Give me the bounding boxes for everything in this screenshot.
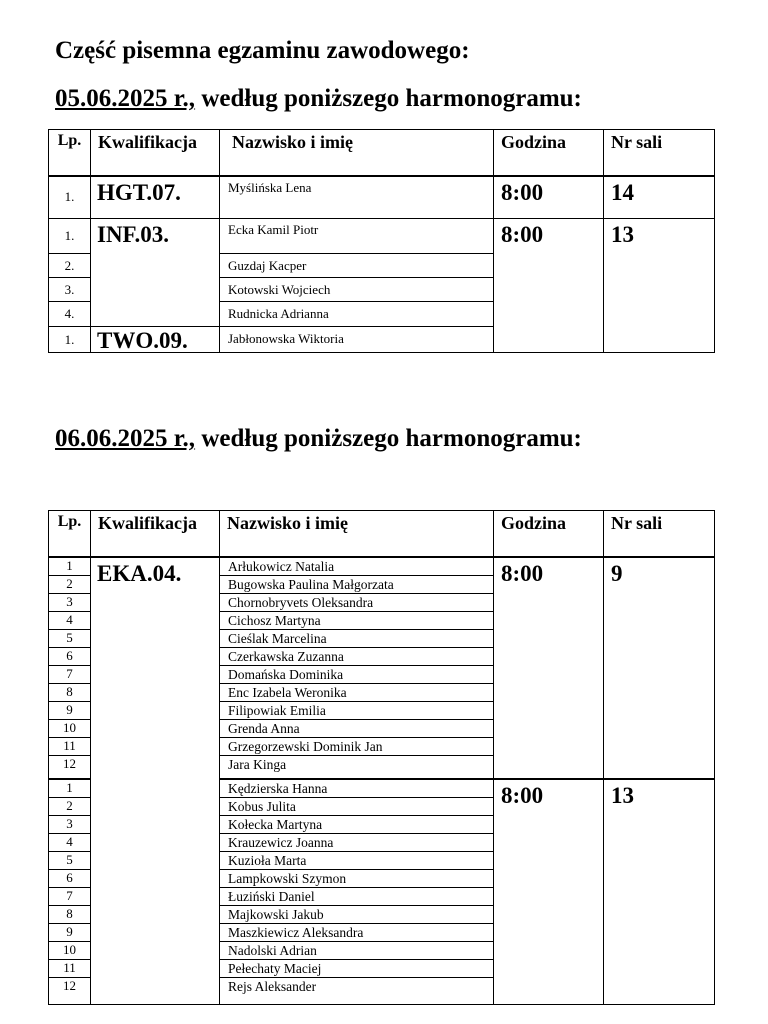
cell-name: Myślińska Lena [220, 176, 494, 219]
cell-name: Rudnicka Adrianna [220, 302, 494, 327]
cell-time: 8:00 [494, 779, 604, 1005]
cell-name: Maszkiewicz Aleksandra [220, 924, 494, 942]
cell-name: Arłukowicz Natalia [220, 557, 494, 576]
cell-name: Lampkowski Szymon [220, 870, 494, 888]
cell-time: 8:00 [494, 176, 604, 219]
table-row [49, 557, 715, 576]
section2-rest: według poniższego harmonogramu: [195, 425, 582, 452]
cell-lp: 8 [49, 683, 91, 701]
cell-lp: 1. [49, 219, 91, 254]
cell-name: Kędzierska Hanna [220, 779, 494, 798]
cell-lp: 12 [49, 978, 91, 1005]
header-time: Godzina [494, 511, 604, 557]
cell-name: Rejs Aleksander [220, 978, 494, 1005]
cell-name: Majkowski Jakub [220, 906, 494, 924]
cell-room: 9 [604, 557, 715, 780]
section1-rest: według poniższego harmonogramu: [195, 85, 582, 112]
header-qualification: Kwalifikacja [91, 511, 220, 557]
cell-lp: 4. [49, 302, 91, 327]
cell-name: Chornobryvets Oleksandra [220, 593, 494, 611]
cell-qualification: TWO.09. [91, 327, 220, 353]
page-title: Część pisemna egzaminu zawodowego: [55, 37, 470, 64]
cell-name: Pełechaty Maciej [220, 960, 494, 978]
section1-heading [55, 86, 582, 111]
cell-lp: 3 [49, 593, 91, 611]
cell-lp: 1 [49, 779, 91, 798]
cell-name: Kotowski Wojciech [220, 278, 494, 302]
table-row [49, 219, 715, 254]
cell-name: Domańska Dominika [220, 665, 494, 683]
header-room: Nr sali [604, 130, 715, 176]
cell-lp: 5 [49, 852, 91, 870]
cell-room: 14 [604, 176, 715, 219]
cell-qualification: INF.03. [91, 219, 220, 327]
table-header-row [49, 130, 715, 176]
cell-lp: 6 [49, 870, 91, 888]
header-lp: Lp. [49, 130, 91, 176]
cell-lp: 7 [49, 665, 91, 683]
cell-lp: 4 [49, 834, 91, 852]
cell-name: Jara Kinga [220, 755, 494, 779]
schedule-table-1 [48, 129, 715, 353]
cell-name: Filipowiak Emilia [220, 701, 494, 719]
header-qualification: Kwalifikacja [91, 130, 220, 176]
cell-name: Czerkawska Zuzanna [220, 647, 494, 665]
cell-room: 13 [604, 779, 715, 1005]
cell-time: 8:00 [494, 219, 604, 353]
cell-name: Enc Izabela Weronika [220, 683, 494, 701]
cell-qualification: EKA.04. [91, 557, 220, 1005]
cell-lp: 12 [49, 755, 91, 779]
cell-qualification: HGT.07. [91, 176, 220, 219]
cell-name: Nadolski Adrian [220, 942, 494, 960]
cell-lp: 4 [49, 611, 91, 629]
header-lp: Lp. [49, 511, 91, 557]
cell-name: Kobus Julita [220, 798, 494, 816]
cell-lp: 1. [49, 327, 91, 353]
header-room: Nr sali [604, 511, 715, 557]
cell-name: Cichosz Martyna [220, 611, 494, 629]
table-header-row [49, 511, 715, 557]
header-name: Nazwisko i imię [220, 511, 494, 557]
cell-name: Bugowska Paulina Małgorzata [220, 575, 494, 593]
schedule-table-2 [48, 510, 715, 1005]
cell-lp: 9 [49, 924, 91, 942]
section2-heading [55, 426, 582, 451]
cell-lp: 8 [49, 906, 91, 924]
cell-lp: 10 [49, 719, 91, 737]
section2-date: 06.06.2025 r., [55, 425, 196, 452]
cell-name: Jabłonowska Wiktoria [220, 327, 494, 353]
cell-lp: 2 [49, 575, 91, 593]
header-name: Nazwisko i imię [220, 130, 494, 176]
cell-lp: 1. [49, 176, 91, 219]
cell-name: Kuzioła Marta [220, 852, 494, 870]
cell-lp: 10 [49, 942, 91, 960]
cell-name: Cieślak Marcelina [220, 629, 494, 647]
cell-lp: 1 [49, 557, 91, 576]
cell-lp: 2 [49, 798, 91, 816]
cell-lp: 3. [49, 278, 91, 302]
cell-name: Ecka Kamil Piotr [220, 219, 494, 254]
cell-time: 8:00 [494, 557, 604, 780]
cell-lp: 11 [49, 960, 91, 978]
cell-name: Grenda Anna [220, 719, 494, 737]
cell-lp: 11 [49, 737, 91, 755]
cell-lp: 2. [49, 254, 91, 278]
cell-name: Guzdaj Kacper [220, 254, 494, 278]
header-time: Godzina [494, 130, 604, 176]
cell-name: Kołecka Martyna [220, 816, 494, 834]
cell-lp: 6 [49, 647, 91, 665]
section1-date: 05.06.2025 r., [55, 85, 196, 112]
cell-name: Łuziński Daniel [220, 888, 494, 906]
cell-lp: 3 [49, 816, 91, 834]
cell-name: Grzegorzewski Dominik Jan [220, 737, 494, 755]
cell-name: Krauzewicz Joanna [220, 834, 494, 852]
table-row [49, 176, 715, 219]
cell-lp: 5 [49, 629, 91, 647]
cell-room: 13 [604, 219, 715, 353]
cell-lp: 7 [49, 888, 91, 906]
cell-lp: 9 [49, 701, 91, 719]
